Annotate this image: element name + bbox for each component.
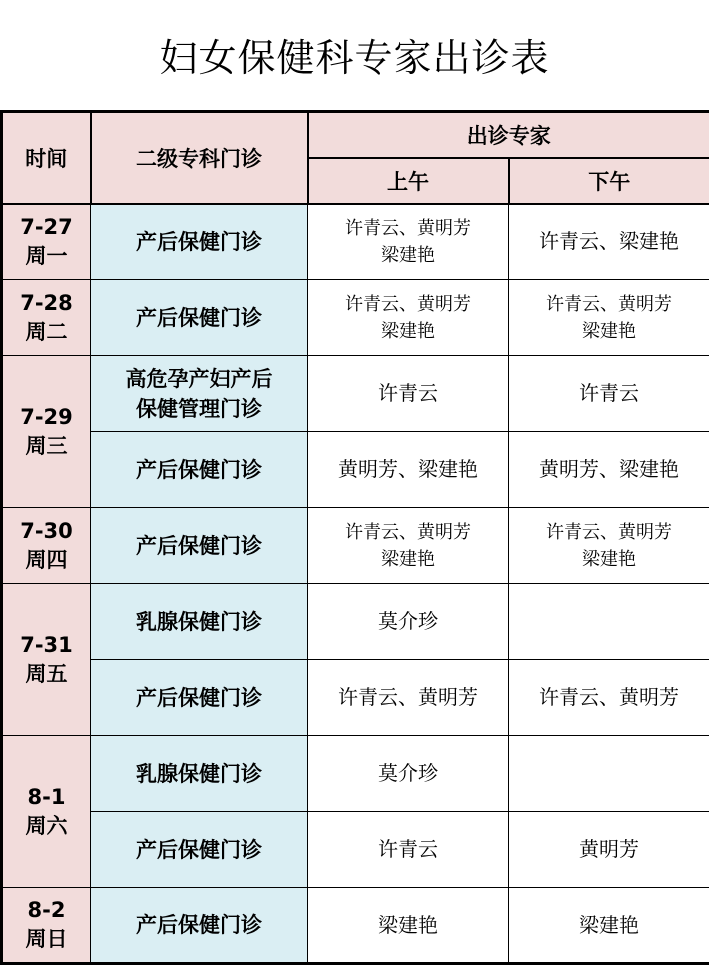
date-label: 7-31 xyxy=(3,631,90,660)
schedule-row xyxy=(2,584,709,660)
clinic-cell xyxy=(91,432,308,508)
date-cell xyxy=(2,204,91,280)
expert-names: 许青云、黄明芳 xyxy=(509,684,709,711)
date-cell xyxy=(2,584,91,736)
expert-cell-am xyxy=(308,812,509,888)
clinic-cell xyxy=(91,660,308,736)
expert-cell-pm xyxy=(509,280,709,356)
header-time: 时间 xyxy=(2,112,91,204)
clinic-cell xyxy=(91,280,308,356)
page-title: 妇女保健科专家出诊表 xyxy=(0,30,709,86)
clinic-name: 乳腺保健门诊 xyxy=(91,607,307,637)
expert-names: 梁建艳 xyxy=(308,242,508,269)
schedule-table xyxy=(0,110,709,965)
expert-cell-am xyxy=(308,432,509,508)
weekday-label: 周六 xyxy=(3,812,90,841)
schedule-row xyxy=(2,736,709,812)
expert-names: 梁建艳 xyxy=(308,912,508,939)
schedule-row xyxy=(2,508,709,584)
date-cell xyxy=(2,508,91,584)
clinic-cell xyxy=(91,204,308,280)
clinic-cell xyxy=(91,356,308,432)
date-label: 8-1 xyxy=(3,783,90,812)
expert-names: 许青云、黄明芳 xyxy=(308,684,508,711)
clinic-cell xyxy=(91,888,308,964)
schedule-row xyxy=(2,888,709,964)
expert-cell-am xyxy=(308,736,509,812)
expert-cell-am xyxy=(308,584,509,660)
clinic-name: 保健管理门诊 xyxy=(91,394,307,424)
date-label: 7-28 xyxy=(3,289,90,318)
expert-names: 许青云 xyxy=(509,380,709,407)
clinic-cell xyxy=(91,812,308,888)
expert-cell-am xyxy=(308,888,509,964)
expert-names: 梁建艳 xyxy=(509,912,709,939)
date-label: 7-29 xyxy=(3,403,90,432)
expert-names: 许青云、黄明芳 xyxy=(509,519,709,546)
expert-names: 许青云、梁建艳 xyxy=(509,228,709,255)
expert-cell-am xyxy=(308,280,509,356)
clinic-name: 产后保健门诊 xyxy=(91,835,307,865)
clinic-name: 产后保健门诊 xyxy=(91,455,307,485)
date-cell xyxy=(2,280,91,356)
expert-cell-pm xyxy=(509,812,709,888)
clinic-cell xyxy=(91,584,308,660)
expert-cell-am xyxy=(308,204,509,280)
expert-cell-pm xyxy=(509,508,709,584)
expert-cell-pm xyxy=(509,356,709,432)
expert-names: 许青云、黄明芳 xyxy=(308,291,508,318)
expert-names: 许青云 xyxy=(308,380,508,407)
expert-cell-pm xyxy=(509,660,709,736)
schedule-row xyxy=(2,356,709,432)
date-cell xyxy=(2,356,91,508)
expert-names: 梁建艳 xyxy=(308,546,508,573)
expert-names: 黄明芳 xyxy=(509,836,709,863)
clinic-name: 乳腺保健门诊 xyxy=(91,759,307,789)
schedule-row xyxy=(2,280,709,356)
clinic-name: 产后保健门诊 xyxy=(91,531,307,561)
expert-names: 梁建艳 xyxy=(509,546,709,573)
expert-cell-pm xyxy=(509,584,709,660)
date-cell xyxy=(2,736,91,888)
schedule-row xyxy=(2,812,709,888)
expert-cell-am xyxy=(308,508,509,584)
clinic-name: 产后保健门诊 xyxy=(91,303,307,333)
expert-names: 莫介珍 xyxy=(308,760,508,787)
date-label: 8-2 xyxy=(3,896,90,925)
expert-names: 许青云、黄明芳 xyxy=(308,215,508,242)
clinic-cell xyxy=(91,508,308,584)
header-row xyxy=(2,112,709,158)
expert-cell-pm xyxy=(509,432,709,508)
expert-names: 莫介珍 xyxy=(308,608,508,635)
header-experts: 出诊专家 xyxy=(308,112,709,158)
clinic-name: 高危孕产妇产后 xyxy=(91,364,307,394)
expert-names: 黄明芳、梁建艳 xyxy=(509,456,709,483)
schedule-row xyxy=(2,432,709,508)
expert-cell-pm xyxy=(509,204,709,280)
schedule-row xyxy=(2,660,709,736)
clinic-name: 产后保健门诊 xyxy=(91,227,307,257)
expert-names: 许青云、黄明芳 xyxy=(308,519,508,546)
weekday-label: 周三 xyxy=(3,432,90,461)
clinic-name: 产后保健门诊 xyxy=(91,910,307,940)
expert-names: 梁建艳 xyxy=(509,318,709,345)
expert-cell-am xyxy=(308,660,509,736)
weekday-label: 周二 xyxy=(3,318,90,347)
expert-names: 许青云、黄明芳 xyxy=(509,291,709,318)
weekday-label: 周五 xyxy=(3,660,90,689)
date-label: 7-27 xyxy=(3,213,90,242)
expert-cell-pm xyxy=(509,736,709,812)
weekday-label: 周日 xyxy=(3,925,90,954)
date-label: 7-30 xyxy=(3,517,90,546)
clinic-cell xyxy=(91,736,308,812)
weekday-label: 周一 xyxy=(3,242,90,271)
date-cell xyxy=(2,888,91,964)
expert-names: 梁建艳 xyxy=(308,318,508,345)
expert-names: 许青云 xyxy=(308,836,508,863)
header-am: 上午 xyxy=(308,158,509,204)
header-clinic: 二级专科门诊 xyxy=(91,112,308,204)
header-pm: 下午 xyxy=(509,158,709,204)
expert-names: 黄明芳、梁建艳 xyxy=(308,456,508,483)
expert-cell-pm xyxy=(509,888,709,964)
expert-cell-am xyxy=(308,356,509,432)
weekday-label: 周四 xyxy=(3,546,90,575)
schedule-row xyxy=(2,204,709,280)
clinic-name: 产后保健门诊 xyxy=(91,683,307,713)
